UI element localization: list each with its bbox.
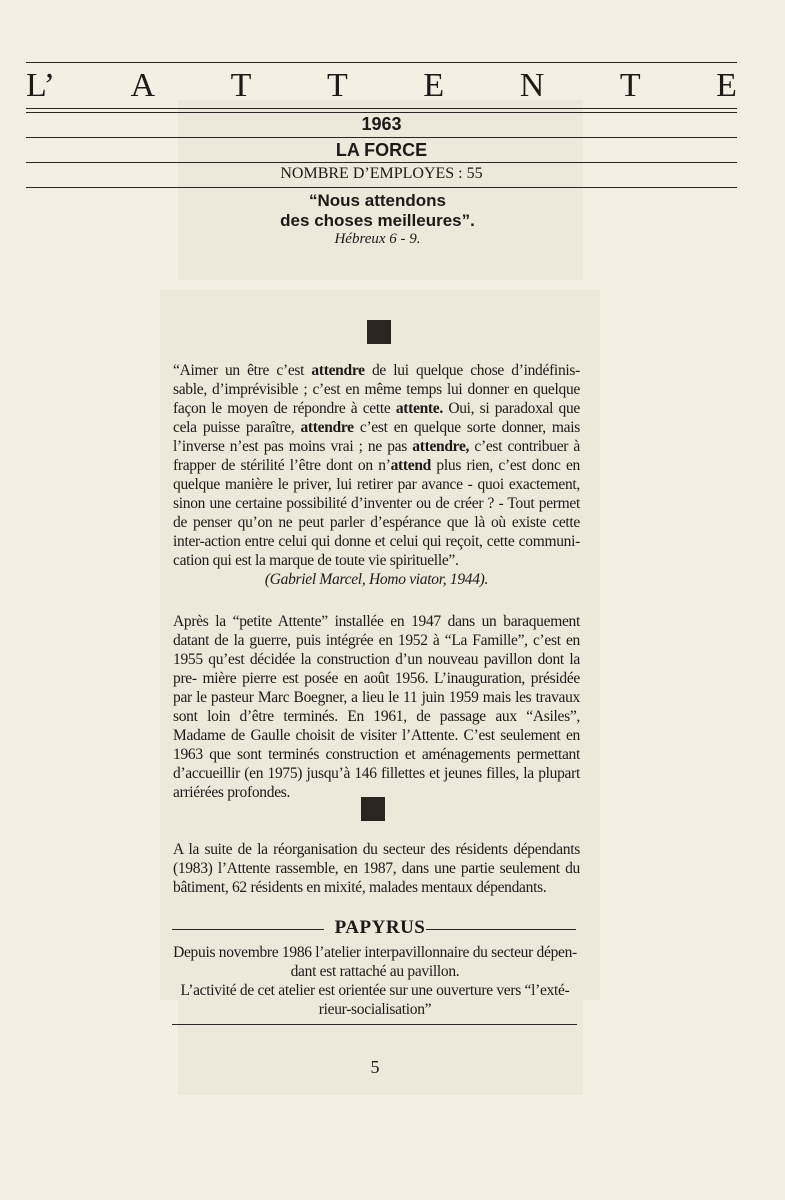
text-run: c’est contribuer à frapper de stérilité l’être dont on n’ [173,438,581,474]
bold-term: attendre, [412,438,470,455]
citation: (Gabriel Marcel, Homo viator, 1944). [264,571,489,588]
epigraph-reference: Hébreux 6 - 9. [334,231,421,247]
title-letter: E [716,67,737,104]
title-letter: L’ [26,67,55,104]
papyrus-line: rieur-socialisation” [318,1001,432,1018]
bold-term: attendre [311,362,365,379]
papyrus-line: Depuis novembre 1986 l’atelier interpavillonnaire du secteur dépen- [173,944,577,961]
papyrus-title: PAPYRUS [334,917,426,938]
text-run: “Aimer un être c’est [173,362,312,379]
subtitle: LA FORCE [335,140,428,160]
title-letter: T [327,67,348,104]
title-letter: A [130,67,156,104]
title-letter: T [230,67,252,104]
page-number: 5 [370,1057,380,1077]
employee-count: NOMBRE D’EMPLOYES : 55 [280,165,483,182]
title-letter: T [619,67,641,104]
epigraph-quote [170,191,585,231]
papyrus-text [170,943,580,1019]
epigraph-line: des choses meilleures”. [280,211,475,230]
bold-term: attendre [300,419,354,436]
section-divider-square [361,797,385,821]
quote-paragraph [173,361,580,589]
header-rule [26,137,737,138]
text-run: de lui quelque chose d’indéfinis- sable, d’imprévisible ; c’est en même temps lui donner en quelque façon le moyen de répondre à cette [173,362,580,417]
header-rule [26,162,737,163]
header-rule [26,112,737,113]
section-divider-square [367,320,391,344]
title-letter: E [423,67,445,104]
header-rule [26,187,737,188]
header-rule [26,108,737,109]
bold-term: attente. [395,400,443,417]
text-run: plus rien, c’est donc en quelque manière le priver, lui retirer par avance - quoi exactement, sinon une certaine possibilité d’inventer ou de créer ? - Tout permet de penser qu’on ne peut parler d’espérance que là où existe cette inter-action entre celui qui donne et celui qui reçoit, cette communi- cation qui est la marque de toute vie spirituelle”. [173,457,580,569]
epigraph-line: “Nous attendons [309,191,446,210]
page-title [26,66,737,106]
papyrus-line: dant est rattaché au pavillon. [290,963,460,980]
title-letter: N [519,67,545,104]
residents-paragraph: A la suite de la réorganisation du secteur des résidents dépendants (1983) l’Attente rassemble, en 1987, dans une partie seulement du bâtiment, 62 résidents en mixité, malades mentaux dépendants. [173,841,580,896]
text-run: c’est en quelque sorte donner, mais l’inverse n’est pas moins vrai ; ne pas [173,419,580,455]
history-paragraph: Après la “petite Attente” installée en 1947 dans un baraquement datant de la guerre, puis intégrée en 1952 à “La Famille”, c’est en 1955 qu’est décidée la construction d’un nouveau pavillon dont la pre- mière pierre est posée en août 1956. L’inauguration, présidée par le pasteur Marc Boegner, a lieu le 11 juin 1959 mais les travaux sont loin d’être terminés. En 1961, de passage aux “Asiles”, Madame de Gaulle choisit de visiter l’Attente. C’est seulement en 1963 que sont terminés construction et aménagements permettant d’accueillir (en 1975) jusqu’à 146 fillettes et jeunes filles, la plupart arriérées profondes. [173,613,580,801]
text-run: Oui, si paradoxal que cela puisse paraître, [173,400,580,436]
year-heading: 1963 [361,114,402,134]
bold-term: attend [390,457,431,474]
papyrus-rule-bottom [172,1024,577,1025]
papyrus-rule-left [172,929,324,930]
papyrus-line: L’activité de cet atelier est orientée sur une ouverture vers “l’exté- [180,982,570,999]
papyrus-rule-right [426,929,576,930]
header-rule-top [26,62,737,63]
